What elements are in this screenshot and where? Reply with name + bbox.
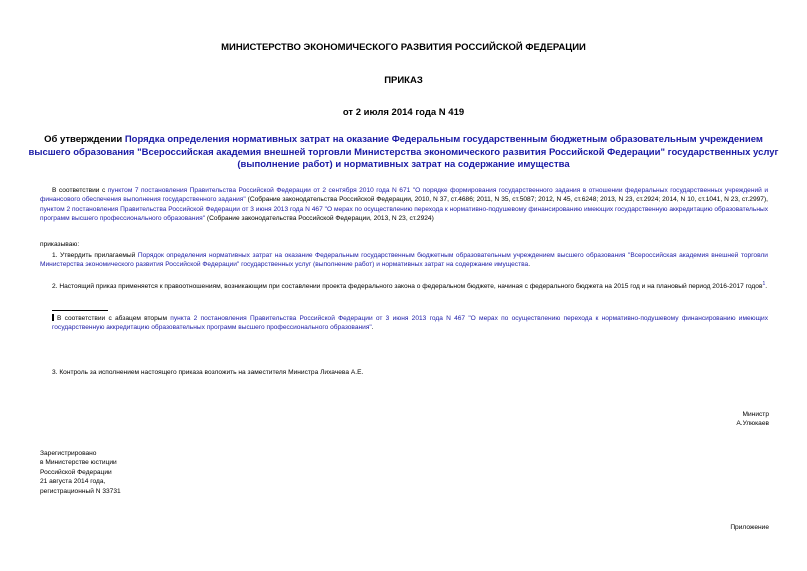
footnote-end: . bbox=[371, 324, 374, 332]
appendix-label: Приложение bbox=[730, 524, 769, 531]
date-number-heading: от 2 июля 2014 года N 419 bbox=[342, 107, 465, 118]
item-3-paragraph: 3. Контроль за исполнением настоящего приказа возложить на заместителя Министра Лихачева А.Е. bbox=[52, 369, 364, 376]
signature-position: Министр bbox=[742, 411, 769, 418]
order-word: приказываю: bbox=[40, 241, 80, 248]
item-1-end: . bbox=[528, 261, 531, 269]
footnote-mark-icon bbox=[52, 314, 54, 321]
ministry-heading: МИНИСТЕРСТВО ЭКОНОМИЧЕСКОГО РАЗВИТИЯ РОССИЙСКОЙ ФЕДЕРАЦИИ bbox=[221, 42, 586, 53]
preamble-paragraph bbox=[40, 186, 768, 224]
registration-block bbox=[40, 449, 240, 496]
item-2-end: . bbox=[765, 283, 768, 291]
registration-line-2: в Министерстве юстиции bbox=[40, 459, 117, 467]
document-title bbox=[24, 134, 783, 172]
item-2-paragraph bbox=[40, 280, 768, 292]
item-2-text: 2. Настоящий приказ применяется к правоотношениям, возникающим при составлении проекта федерального закона о федеральном бюджете, начиная с федерального бюджета на 2015 год и на плановый период 2016-2017 годов bbox=[52, 283, 763, 291]
footnote-link[interactable]: пункта 2 постановления Правительства Российской Федерации от 3 июня 2013 года N 467 "О мерах по осуществлению перехода к нормативно-подушевому финансированию имеющих государственную аккредитацию образовательных программ высшего профессионального образования" bbox=[52, 315, 768, 332]
preamble-link-1[interactable]: пунктом 7 постановления Правительства Российской Федерации от 2 сентября 2010 года N 671 "О порядке формирования государственного задания в отношении федеральных государственных учреждений и финансового обеспечения выполнения государственного задания" bbox=[40, 187, 769, 204]
footnote-divider bbox=[52, 310, 108, 311]
registration-line-4: 21 августа 2014 года, bbox=[40, 478, 106, 486]
title-link[interactable]: Порядка определения нормативных затрат на оказание Федеральным государственным бюджетным образовательным учреждением высшего образования "Всероссийская академия внешней торговли Министерства экономического развития Российской Федерации" государственных услуг (выполнение работ) и нормативных затрат на содержание имущества bbox=[28, 134, 779, 170]
footnote-text: В соответствии с абзацем вторым bbox=[57, 315, 171, 322]
item-1-paragraph bbox=[40, 251, 768, 270]
footnote-paragraph bbox=[52, 314, 768, 333]
registration-line-5: регистрационный N 33731 bbox=[40, 487, 121, 495]
title-prefix: Об утверждении bbox=[44, 134, 125, 145]
preamble-text-3: (Собрание законодательства Российской Федерации, 2013, N 23, ст.2924) bbox=[205, 215, 434, 223]
preamble-text-2: (Собрание законодательства Российской Федерации, 2010, N 37, ст.4686; 2011, N 35, ст.5087; 2012, N 45, ст.6248; 2013, N 23, ст.2924; 2014, N 10, ст.1041, N 23, ст.2997), bbox=[245, 196, 768, 204]
registration-line-3: Российской Федерации bbox=[40, 468, 112, 476]
preamble-text-1: В соответствии с bbox=[52, 187, 108, 194]
registration-line-1: Зарегистрировано bbox=[40, 450, 97, 457]
doc-type-heading: ПРИКАЗ bbox=[384, 75, 423, 86]
footnote-marker[interactable]: 1 bbox=[762, 281, 766, 287]
item-1-link[interactable]: Порядок определения нормативных затрат на оказание Федеральным государственным бюджетным образовательным учреждением высшего образования "Всероссийская академия внешней торговли Министерства экономического развития Российской Федерации" государственных услуг (выполнение работ) и нормативных затрат на содержание имущества bbox=[40, 252, 768, 269]
item-1-text: 1. Утвердить прилагаемый bbox=[52, 252, 138, 259]
preamble-link-2[interactable]: пунктом 2 постановления Правительства Российской Федерации от 3 июня 2013 года N 467 "О мерах по осуществлению перехода к нормативно-подушевому финансированию имеющих государственную аккредитацию образовательных программ высшего профессионального образования" bbox=[40, 205, 768, 223]
signature-name: А.Улюкаев bbox=[736, 420, 769, 428]
signature-block bbox=[736, 410, 769, 429]
